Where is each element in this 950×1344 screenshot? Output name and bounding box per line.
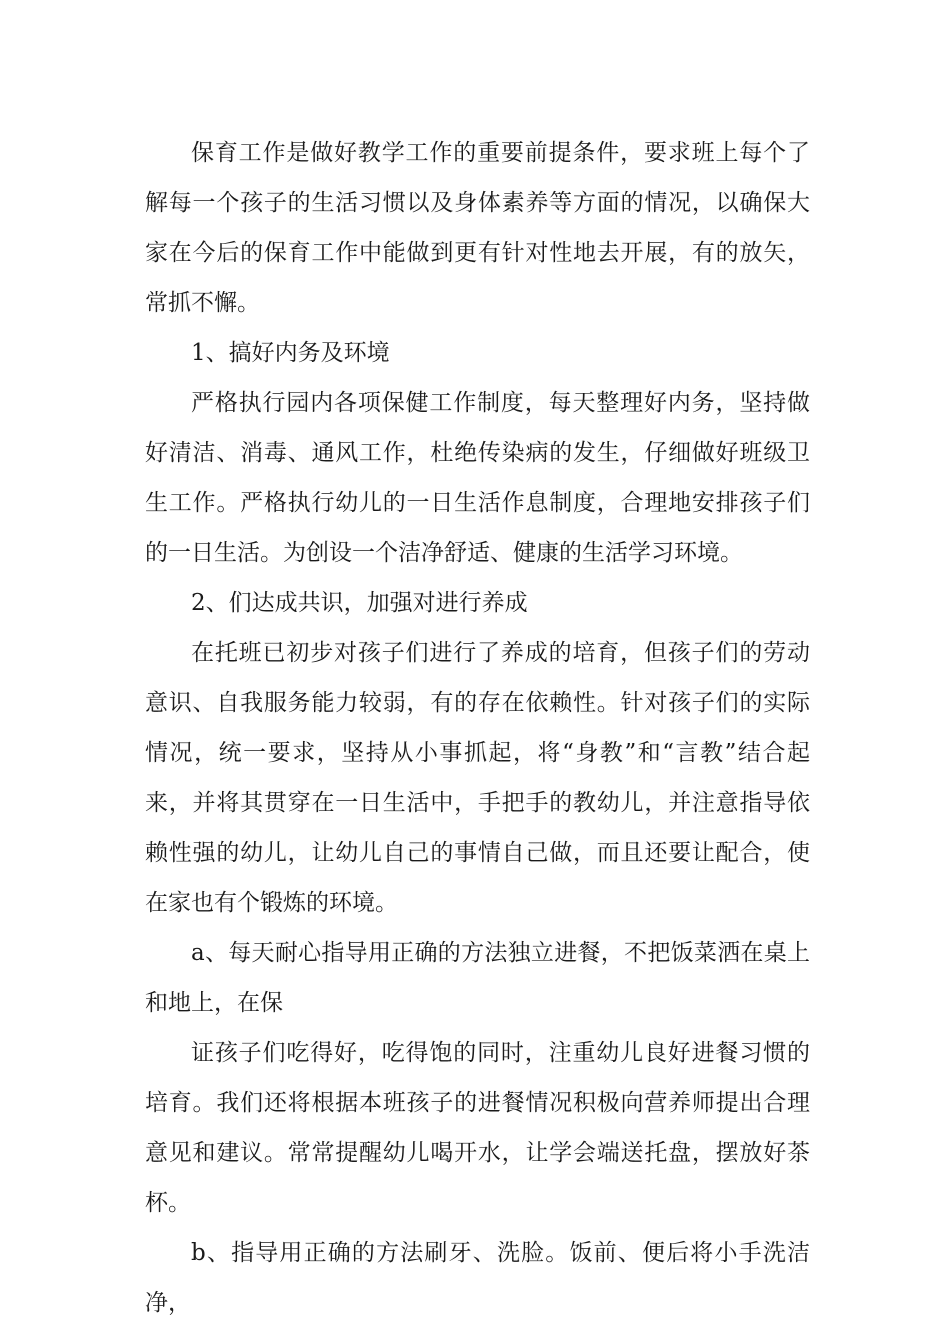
paragraph-hygiene: 严格执行园内各项保健工作制度，每天整理好内务，坚持做好清洁、消毒、通风工作，杜绝传染病的发生，仔细做好班级卫生工作。严格执行幼儿的一日生活作息制度，合理地安排孩子们的一日生活。为创设一个洁净舒适、健康的生活学习环境。 (145, 390, 810, 566)
paragraph-habits: 在托班已初步对孩子们进行了养成的培育，但孩子们的劳动意识、自我服务能力较弱，有的存在依赖性。针对孩子们的实际情况，统一要求，坚持从小事抓起，将“身教”和“言教”结合起来，并将其贯穿在一日生活中，手把手的教幼儿，并注意指导依赖性强的幼儿，让幼儿自己的事情自己做，而且还要让配合，使在家也有个锻炼的环境。 (145, 640, 810, 916)
list-item-a: a、每天耐心指导用正确的方法独立进餐，不把饭菜洒在桌上和地上，在保 (145, 940, 810, 1016)
paragraph-intro: 保育工作是做好教学工作的重要前提条件，要求班上每个了解每一个孩子的生活习惯以及身体素养等方面的情况，以确保大家在今后的保育工作中能做到更有针对性地去开展，有的放矢，常抓不懈。 (145, 140, 810, 316)
section-heading-1: 1、搞好内务及环境 (191, 340, 390, 366)
list-item-b: b、指导用正确的方法刷牙、洗脸。饭前、便后将小手洗洁净， (145, 1240, 810, 1316)
section-heading-2: 2、们达成共识，加强对进行养成 (191, 590, 528, 616)
paragraph-meals: 证孩子们吃得好，吃得饱的同时，注重幼儿良好进餐习惯的培育。我们还将根据本班孩子的进餐情况积极向营养师提出合理意见和建议。常常提醒幼儿喝开水，让学会端送托盘，摆放好茶杯。 (145, 1040, 810, 1216)
document-body (145, 128, 810, 1328)
